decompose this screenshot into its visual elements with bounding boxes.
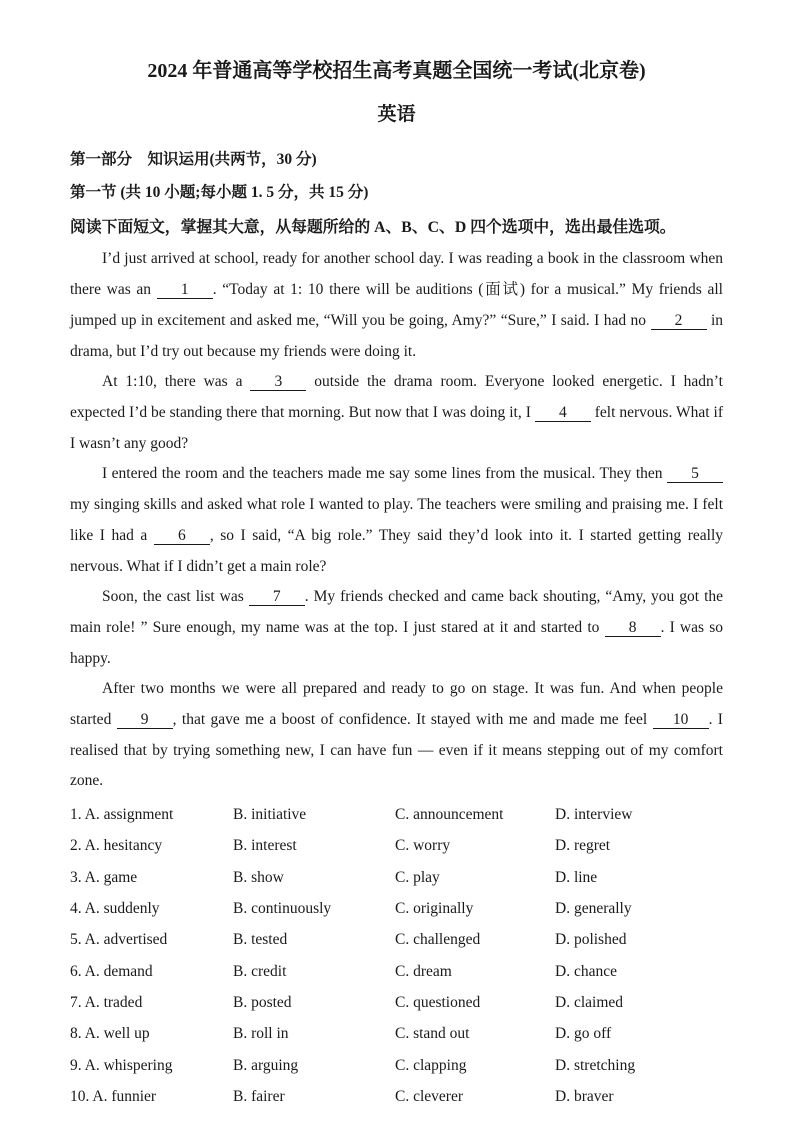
section-heading: 第一节 (共 10 小题;每小题 1. 5 分，共 15 分) bbox=[70, 183, 369, 201]
blank-4: 4 bbox=[535, 404, 591, 422]
option-cell: C. announcement bbox=[395, 806, 504, 824]
question-row bbox=[70, 987, 723, 1018]
instructions: 阅读下面短文，掌握其大意，从每题所给的 A、B、C、D 四个选项中，选出最佳选项。 bbox=[70, 219, 676, 237]
option-cell: 8. A. well up bbox=[70, 1025, 150, 1043]
option-cell: 10. A. funnier bbox=[70, 1087, 157, 1105]
option-cell: B. interest bbox=[233, 837, 297, 855]
question-row bbox=[70, 862, 723, 893]
paragraph: Soon, the cast list was 7 . My friends checked and came back shouting, “Amy, you got the main role! ” Sure enough, my name was at the top. I just stared at it and started to 8 . I was so happy. bbox=[70, 588, 724, 667]
option-cell: 5. A. advertised bbox=[70, 931, 168, 949]
option-cell: 6. A. demand bbox=[70, 962, 153, 980]
option-cell: C. challenged bbox=[395, 931, 481, 949]
option-cell: D. interview bbox=[555, 806, 633, 824]
blank-2: 2 bbox=[651, 312, 707, 330]
option-cell: D. line bbox=[555, 868, 598, 886]
option-cell: C. clapping bbox=[395, 1056, 467, 1074]
question-row bbox=[70, 893, 723, 924]
option-cell: 3. A. game bbox=[70, 868, 138, 886]
part-heading: 第一部分 知识运用(共两节，30 分) bbox=[70, 151, 317, 168]
blank-8: 8 bbox=[605, 619, 661, 637]
question-row bbox=[70, 799, 723, 830]
question-row bbox=[70, 1018, 723, 1049]
option-cell: B. tested bbox=[233, 931, 288, 949]
blank-10: 10 bbox=[653, 711, 709, 729]
paragraph: At 1:10, there was a 3 outside the drama room. Everyone looked energetic. I hadn’t expected I’d be standing there that morning. But now that I was doing it, I 4 felt nervous. What if I wasn’t any good? bbox=[70, 373, 723, 452]
option-cell: B. credit bbox=[233, 962, 287, 980]
page-title: 2024 年普通高等学校招生高考真题全国统一考试(北京卷) bbox=[147, 60, 646, 82]
option-cell: D. regret bbox=[555, 837, 611, 855]
option-cell: 4. A. suddenly bbox=[70, 900, 160, 918]
option-cell: D. stretching bbox=[555, 1056, 636, 1074]
option-cell: C. worry bbox=[395, 837, 451, 855]
option-cell: B. show bbox=[233, 868, 284, 886]
subject-title: 英语 bbox=[377, 104, 416, 125]
option-cell: D. chance bbox=[555, 962, 617, 980]
option-cell: 9. A. whispering bbox=[70, 1056, 173, 1074]
option-cell: C. originally bbox=[395, 900, 474, 918]
option-cell: C. questioned bbox=[395, 993, 481, 1011]
question-row bbox=[70, 1050, 723, 1081]
option-cell: 2. A. hesitancy bbox=[70, 837, 163, 855]
option-cell: D. polished bbox=[555, 931, 627, 949]
question-row bbox=[70, 1081, 723, 1112]
option-cell: B. initiative bbox=[233, 806, 307, 824]
option-cell: C. cleverer bbox=[395, 1087, 463, 1105]
blank-9: 9 bbox=[117, 711, 173, 729]
paragraph: After two months we were all prepared and ready to go on stage. It was fun. And when people started 9 , that gave me a boost of confidence. It stayed with me and made me feel 10 . I realised that by trying something new, I can have fun — even if it means stepping out of my comfort zone. bbox=[70, 680, 723, 790]
option-cell: D. claimed bbox=[555, 993, 624, 1011]
option-cell: C. dream bbox=[395, 962, 452, 980]
blank-5: 5 bbox=[667, 465, 723, 483]
option-cell: B. posted bbox=[233, 993, 292, 1011]
options-table bbox=[70, 799, 723, 1112]
option-cell: 1. A. assignment bbox=[70, 806, 174, 824]
option-cell: B. arguing bbox=[233, 1056, 299, 1074]
question-row bbox=[70, 956, 723, 987]
option-cell: B. roll in bbox=[233, 1025, 289, 1043]
option-cell: D. generally bbox=[555, 900, 632, 918]
question-row bbox=[70, 830, 723, 861]
option-cell: B. continuously bbox=[233, 900, 332, 918]
option-cell: 7. A. traded bbox=[70, 993, 143, 1011]
blank-7: 7 bbox=[249, 588, 305, 606]
blank-1: 1 bbox=[157, 281, 213, 299]
question-row bbox=[70, 924, 723, 955]
blank-6: 6 bbox=[154, 527, 210, 545]
passage bbox=[70, 244, 723, 797]
option-cell: D. braver bbox=[555, 1087, 614, 1105]
option-cell: C. stand out bbox=[395, 1025, 470, 1043]
paragraph: I entered the room and the teachers made me say some lines from the musical. They then 5 my singing skills and asked what role I wanted to play. The teachers were smiling and praising me. I felt like I had a 6 , so I said, “A big role.” They said they’d look into it. I started getting really nervous. What if I didn’t get a main role? bbox=[70, 465, 724, 575]
option-cell: B. fairer bbox=[233, 1087, 285, 1105]
option-cell: C. play bbox=[395, 868, 440, 886]
option-cell: D. go off bbox=[555, 1025, 612, 1043]
blank-3: 3 bbox=[250, 373, 306, 391]
paragraph: I’d just arrived at school, ready for another school day. I was reading a book in the classroom when there was an 1 . “Today at 1: 10 there will be auditions (面试) for a musical.” My friends all jumped up in excitement and asked me, “Will you be going, Amy?” “Sure,” I said. I had no 2 in drama, but I’d try out because my friends were doing it. bbox=[70, 250, 724, 360]
